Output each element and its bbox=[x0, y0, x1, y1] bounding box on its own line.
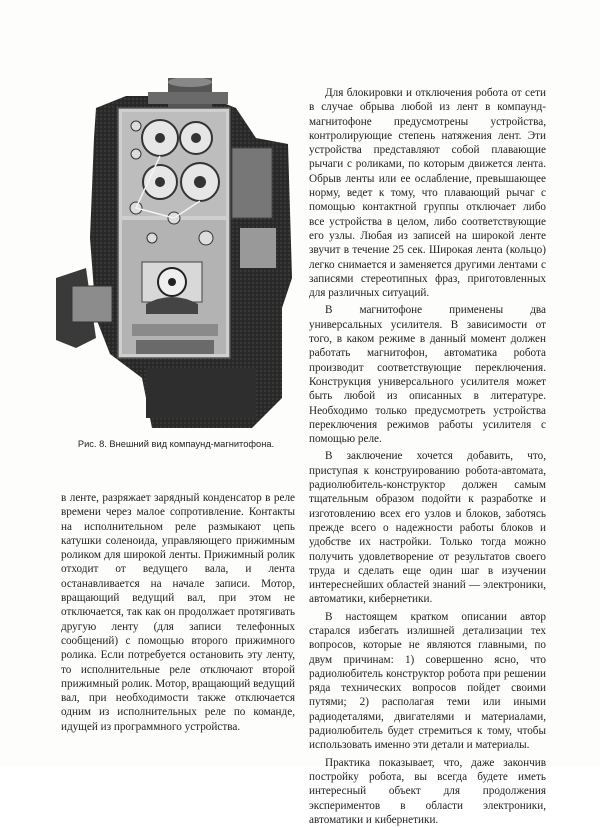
paragraph: В настоящем кратком описании автор старался избегать излишней детализации тех вопросов, которые не являются главными, по двум причинам: 1) совершенно ясно, что радиолюбитель конструктор робота при решении ряда технических вопросов пойдет своими путями; 2) располагая теми или иными радиодеталями, двигателями и материалами, радиолюбитель будет стремиться к тому, чтобы использовать именно эти детали и материалы. bbox=[309, 610, 546, 752]
tape-recorder-photo bbox=[56, 78, 296, 428]
paragraph: В заключение хочется добавить, что, приступая к конструированию робота-автомата, радиолюбитель-конструктор должен самым тщательным образом подойти к разработке и изготовлению всех его узлов и блоков, заботясь прежде всего о надежности работы блоков и удобстве их настройки. Только тогда можно получить удовлетворение от результатов своего труда и сделать еще один шаг в изучении интереснейших областей знаний — электроники, автоматики, кибернетики. bbox=[309, 450, 546, 606]
left-text-column bbox=[61, 491, 295, 734]
paragraph: Для блокировки и отключения робота от сети в случае обрыва любой из лент в компаунд-магнитофоне предусмотрены устройства, контролирующие степень натяжения лент. Эти устройства представляют собой плавающие рычаги с роликами, по которым движется лента. Обрыв ленты или ее ослабление, превышающее норму, ведет к тому, что плавающий рычаг с помощью контактной группы отключает либо все устройства в целом, либо соответствующие его узлы. Любая из записей на широкой ленте звучит в течение 25 сек. Широкая лента (кольцо) легко снимается и заменяется другими лентами с записями стереотипных фраз, приготовленных для различных ситуаций. bbox=[309, 87, 546, 300]
figure-caption: Рис. 8. Внешний вид компаунд-магнитофона. bbox=[77, 439, 275, 449]
paragraph: Практика показывает, что, даже закончив постройку робота, вы всегда будете иметь интересный объект для продолжения экспериментов в области электроники, автоматики и кибернетики. bbox=[309, 756, 546, 826]
right-text-column bbox=[309, 86, 546, 827]
paragraph: в ленте, разряжает зарядный конденсатор в реле времени через малое сопротивление. Контакты на исполнительном реле размыкают цепь катушки соленоида, управляющего прижимным роликом для широкой ленты. Прижимный ролик отходит от ведущего вала, и лента останавливается на начале записи. Мотор, вращающий ведущий вал, при этом не отключается, так как он продолжает протягивать другую ленту (для записи телефонных сообщений) с помощью второго прижимного ролика. Если потребуется остановить эту ленту, то исполнительные реле отключают второй прижимный ролик. Мотор, вращающий ведущий вал, при необходимости также отключается одним из исполнительных реле по команде, идущей из программного устройства. bbox=[61, 492, 296, 733]
paragraph: В магнитофоне применены два универсальных усилителя. В зависимости от того, в каком режиме в данный момент должен работать магнитофон, автоматика робота производит соответствующие переключения. Конструкция универсального усилителя может быть любой из описанных в литературе. Необходимо только предусмотреть устройства переключения режимов работы усилителя с помощью реле. bbox=[309, 304, 546, 446]
